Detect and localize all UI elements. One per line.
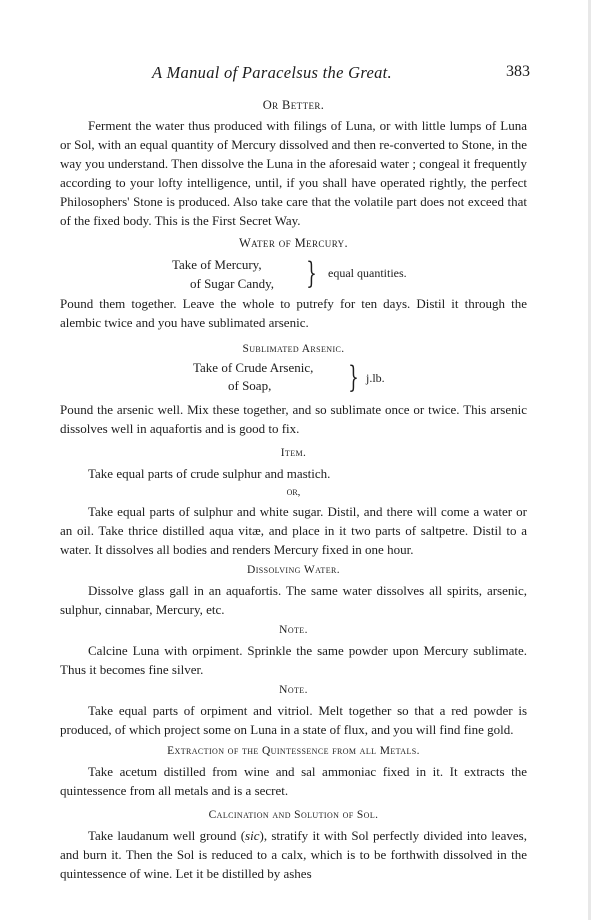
paragraph: Pound them together. Leave the whole to putrefy for ten days. Distil it through the alembic twice and you have sublimated arsenic. bbox=[60, 296, 527, 330]
recipe-quantity: equal quantities. bbox=[328, 266, 407, 280]
paragraph: Take equal parts of orpiment and vitriol. Melt together so that a red powder is produced, of which project some on Luna in a state of flux, and you will find fine gold. bbox=[60, 703, 527, 737]
paragraph: Take acetum distilled from wine and sal ammoniac fixed in it. It extracts the quintessence from all metals and is a secret. bbox=[60, 764, 527, 798]
paragraph: Dissolve glass gall in an aquafortis. The same water dissolves all spirits, arsenic, sulphur, cinnabar, Mercury, etc. bbox=[60, 583, 527, 617]
page-number: 383 bbox=[506, 63, 530, 80]
section-heading-dissolving-water: Dissolving Water. bbox=[247, 564, 340, 576]
paragraph: Take equal parts of sulphur and white sugar. Distil, and there will come a water or an oil. Take thrice distilled aqua vitæ, and place in it two parts of saltpetre. Distil to a water. It dissolves all bodies and renders Mercury fixed in one hour. bbox=[60, 504, 527, 557]
section-heading-water-of-mercury: Water of Mercury. bbox=[238, 236, 349, 250]
paragraph bbox=[60, 826, 527, 883]
sic-note: sic bbox=[245, 828, 260, 843]
recipe-sublimated-arsenic bbox=[60, 360, 527, 400]
section-heading-sublimated-arsenic: Sublimated Arsenic. bbox=[242, 343, 345, 355]
paragraph: Take equal parts of crude sulphur and mastich. bbox=[88, 466, 331, 481]
section-heading-note: Note. bbox=[279, 684, 308, 696]
recipe-line: Take of Crude Arsenic, bbox=[193, 360, 314, 375]
recipe-water-of-mercury bbox=[60, 254, 527, 294]
or-separator: or, bbox=[286, 486, 301, 498]
text-run: Take laudanum well ground ( bbox=[88, 828, 246, 843]
section-heading-extraction: Extraction of the Quintessence from all Metals. bbox=[167, 745, 420, 757]
running-header bbox=[60, 63, 530, 87]
recipe-line: of Sugar Candy, bbox=[190, 276, 275, 291]
paragraph: Pound the arsenic well. Mix these together, and so sublimate once or twice. This arsenic dissolves well in aquafortis and is good to fix. bbox=[60, 402, 527, 436]
brace-icon: } bbox=[348, 360, 359, 395]
recipe-quantity: j.lb. bbox=[366, 371, 385, 385]
brace-icon: } bbox=[306, 256, 317, 291]
text-run: ), stratify it with Sol perfectly divided into leaves, and burn it. Then the Sol is reduced to a calx, which is to be forthwith dissolved in the quintessence of wine. Let it be distilled by ashes bbox=[60, 828, 527, 881]
section-heading-item: Item. bbox=[280, 447, 307, 459]
recipe-line: Take of Mercury, bbox=[172, 257, 262, 272]
section-heading-calcination: Calcination and Solution of Sol. bbox=[208, 809, 379, 821]
section-heading-or-better: Or Better. bbox=[262, 98, 325, 112]
page-body bbox=[60, 94, 527, 883]
paragraph: Ferment the water thus produced with filings of Luna, or with little lumps of Luna or Sol, with an equal quantity of Mercury dissolved and then re-converted to Stone, in the way you understand. Then dissolve the Luna in the aforesaid water ; congeal it frequently according to your lofty intelligence, until, if you shall have operated rightly, the perfect Philosophers' Stone is produced. Also take care that the volatile part does not exceed that of the fixed body. This is the First Secret Way. bbox=[60, 118, 527, 228]
section-heading-note: Note. bbox=[279, 624, 308, 636]
running-title: A Manual of Paracelsus the Great. bbox=[152, 63, 392, 82]
recipe-line: of Soap, bbox=[228, 378, 272, 393]
paragraph: Calcine Luna with orpiment. Sprinkle the same powder upon Mercury sublimate. Thus it becomes fine silver. bbox=[60, 643, 527, 677]
